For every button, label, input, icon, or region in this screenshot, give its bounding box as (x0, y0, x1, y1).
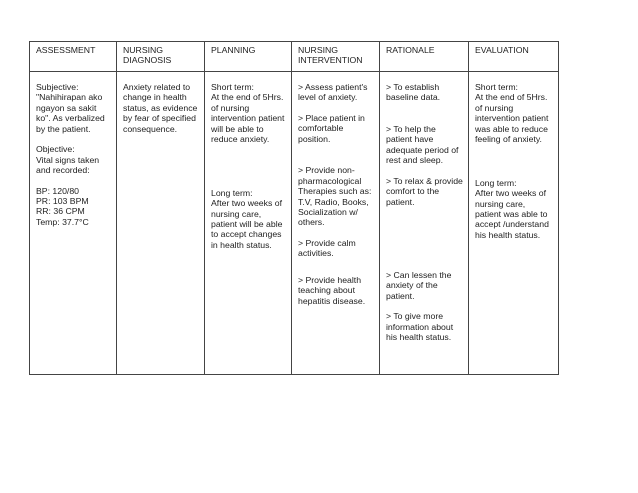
diagnosis-text: Anxiety related to change in health status, as evidence by fear of specified consequence. (123, 82, 198, 134)
rationale-item: > To help the patient have adequate period of rest and sleep. (386, 123, 459, 166)
nursing-care-plan-table (29, 41, 559, 375)
evaluation-cell (469, 72, 559, 375)
diagnosis-cell (117, 72, 205, 375)
intervention-item: > Provide health teaching about hepatitis disease. (298, 274, 366, 306)
header-row (30, 42, 559, 72)
intervention-cell (292, 72, 380, 375)
assessment-cell (30, 72, 117, 375)
header-nursing-intervention: NURSING INTERVENTION (292, 42, 380, 72)
planning-short-text: At the end of 5Hrs. of nursing intervention patient will be able to reduce anxiety. (211, 92, 285, 145)
subjective-text: "Nahihirapan ako ngayon sa sakit ko". As verbalized by the patient. (36, 92, 105, 134)
objective-label: Objective: (36, 144, 75, 155)
table-row (30, 72, 559, 375)
intervention-item: > Provide calm activities. (298, 237, 356, 259)
header-assessment: ASSESSMENT (30, 42, 117, 72)
intervention-item: > Place patient in comfortable position. (298, 112, 365, 144)
planning-long-text: After two weeks of nursing care, patient will be able to accept changes in health status. (211, 198, 283, 250)
header-rationale: RATIONALE (380, 42, 469, 72)
planning-long-label: Long term: (211, 187, 253, 198)
vital-rr: RR: 36 CPM (36, 206, 85, 217)
planning-short-label: Short term: (211, 82, 254, 92)
intervention-item: > Provide non-pharmacological Therapies such as: T.V, Radio, Books, Socialization w/ others. (298, 165, 372, 228)
evaluation-short-text: At the end of 5Hrs. of nursing intervention patient was able to reduce feeling of anxiety. (475, 92, 549, 145)
rationale-item: > Can lessen the anxiety of the patient. (386, 269, 452, 301)
header-evaluation: EVALUATION (469, 42, 559, 72)
rationale-item: > To relax & provide comfort to the patient. (386, 175, 463, 207)
evaluation-short-label: Short term: (475, 82, 518, 92)
rationale-cell (380, 72, 469, 375)
vital-temp: Temp: 37.7°C (36, 216, 89, 227)
evaluation-long-text: After two weeks of nursing care, patient was able to accept /understand his health status. (475, 188, 549, 240)
header-planning: PLANNING (205, 42, 292, 72)
rationale-item: > To establish baseline data. (386, 82, 441, 103)
vital-pr: PR: 103 BPM (36, 195, 89, 206)
vital-bp: BP: 120/80 (36, 185, 79, 196)
planning-cell (205, 72, 292, 375)
objective-text: Vital signs taken and recorded: (36, 154, 100, 176)
rationale-item: > To give more information about his health status. (386, 311, 454, 343)
intervention-item: > Assess patient's level of anxiety. (298, 82, 368, 103)
subjective-label: Subjective: (36, 82, 79, 92)
header-nursing-diagnosis: NURSING DIAGNOSIS (117, 42, 205, 72)
evaluation-long-label: Long term: (475, 177, 517, 188)
